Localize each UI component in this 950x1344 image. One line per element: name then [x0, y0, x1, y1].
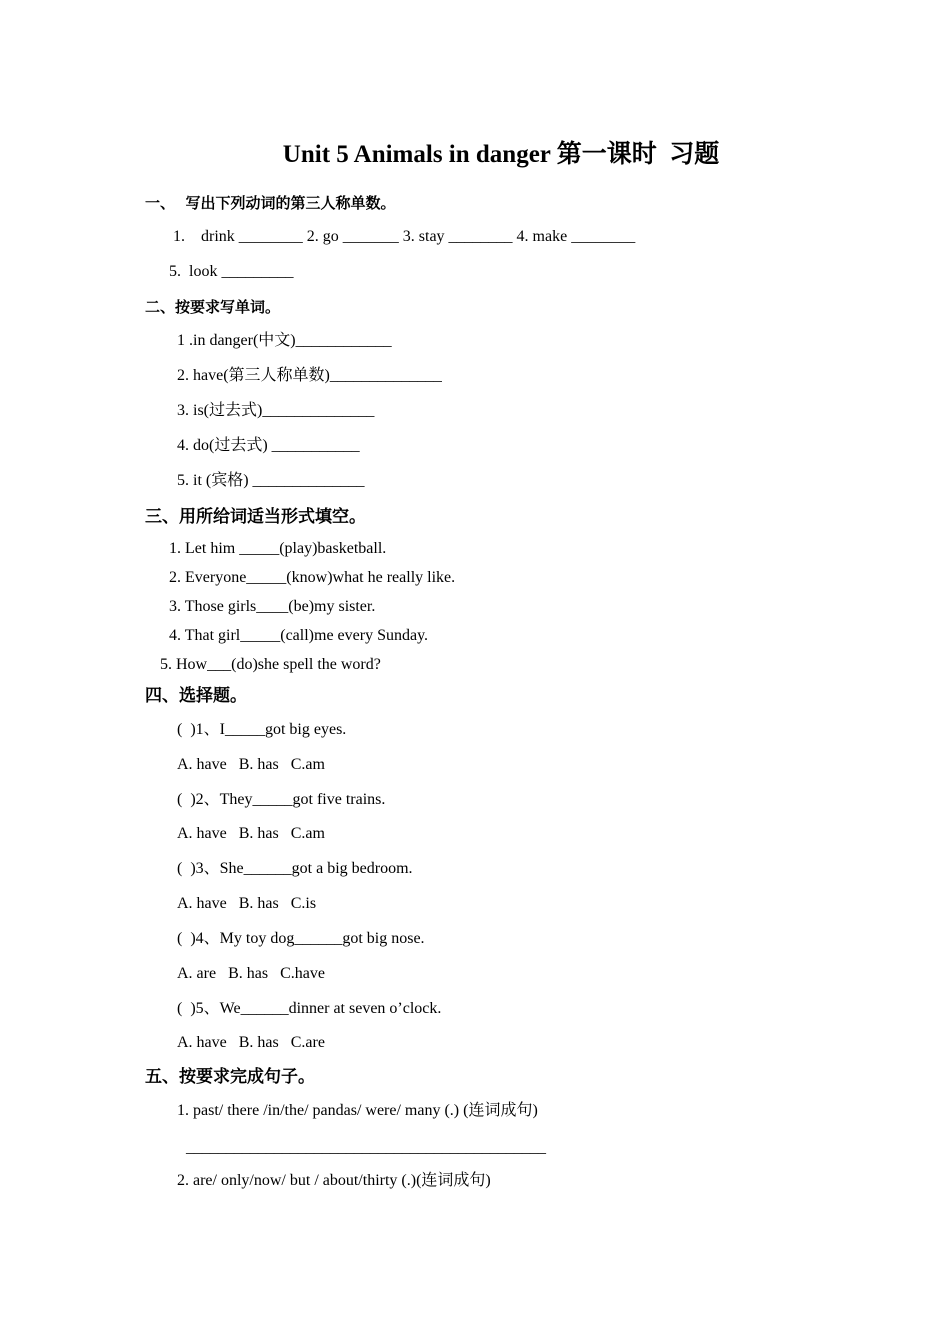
section-3-line-2: 2. Everyone_____(know)what he really like.: [169, 569, 456, 586]
section-3-line-3: 3. Those girls____(be)my sister.: [169, 598, 376, 615]
section-1-heading: 一、 写出下列动词的第三人称单数。: [145, 194, 396, 212]
section-4-question-5: ( )5、We______dinner at seven o’clock.: [177, 1000, 442, 1017]
section-5-heading: 五、按要求完成句子。: [145, 1067, 315, 1087]
section-1-line-1: 1. drink ________ 2. go _______ 3. stay ________ 4. make ________: [173, 228, 636, 245]
section-4-question-3: ( )3、She______got a big bedroom.: [177, 860, 413, 877]
section-4-options-1: A. have B. has C.am: [177, 756, 325, 773]
section-2-line-5: 5. it (宾格) ______________: [177, 472, 365, 489]
section-3-line-5: 5. How___(do)she spell the word?: [160, 656, 381, 673]
section-5-answer-line: _____________________________________________: [186, 1139, 546, 1156]
section-3-line-1: 1. Let him _____(play)basketball.: [169, 540, 387, 557]
section-4-options-4: A. are B. has C.have: [177, 965, 325, 982]
section-4-heading: 四、选择题。: [145, 686, 247, 706]
section-2-line-3: 3. is(过去式)______________: [177, 402, 375, 419]
section-1-line-2: 5. look _________: [169, 263, 294, 280]
section-5-line-1: 1. past/ there /in/the/ pandas/ were/ many (.) (连词成句): [177, 1102, 538, 1119]
section-3-heading: 三、用所给词适当形式填空。: [145, 507, 366, 527]
section-2-line-2: 2. have(第三人称单数)______________: [177, 367, 442, 384]
section-3-line-4: 4. That girl_____(call)me every Sunday.: [169, 627, 429, 644]
section-4-options-2: A. have B. has C.am: [177, 825, 325, 842]
section-4-options-3: A. have B. has C.is: [177, 895, 317, 912]
section-2-line-4: 4. do(过去式) ___________: [177, 437, 360, 454]
section-4-question-4: ( )4、My toy dog______got big nose.: [177, 930, 425, 947]
section-2-heading: 二、按要求写单词。: [145, 298, 281, 316]
section-4-question-2: ( )2、They_____got five trains.: [177, 791, 386, 808]
section-5-line-2: 2. are/ only/now/ but / about/thirty (.)(连词成句): [177, 1172, 491, 1189]
page-title: Unit 5 Animals in danger 第一课时 习题: [282, 141, 720, 168]
section-4-question-1: ( )1、I_____got big eyes.: [177, 721, 347, 738]
section-4-options-5: A. have B. has C.are: [177, 1034, 325, 1051]
section-2-line-1: 1 .in danger(中文)____________: [177, 332, 392, 349]
